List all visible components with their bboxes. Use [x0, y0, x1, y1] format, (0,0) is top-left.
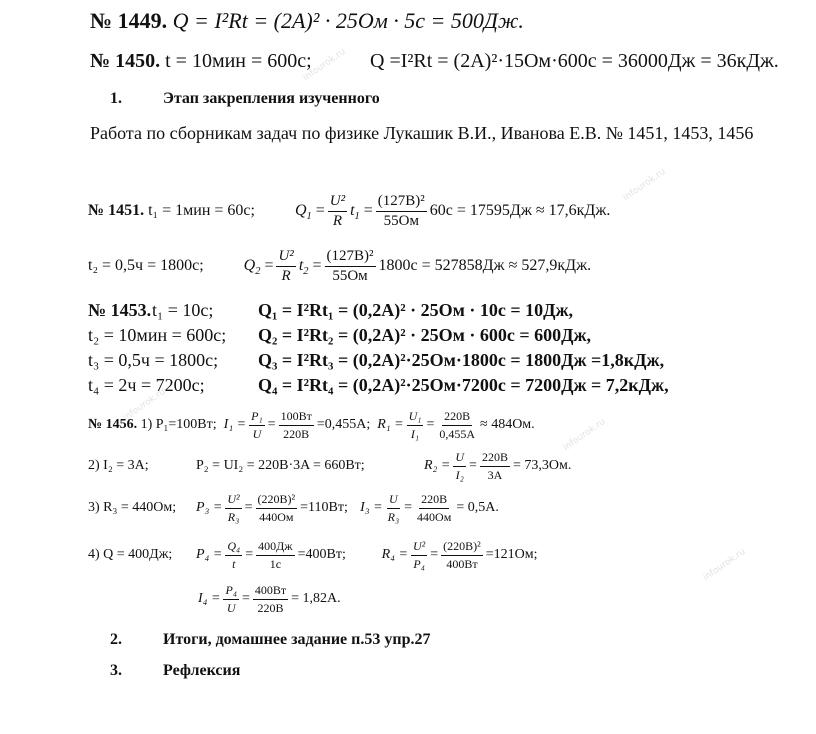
- fraction-denominator: U: [226, 600, 236, 615]
- problem-1456-line-5: I₄ = $\frac{\text{P₄}}{U}$ = $\frac{400Вт}{220B}$ = 1,82A.: [198, 582, 341, 615]
- s2-given: 2) I₂ = 3A;: [88, 458, 149, 473]
- problem-1453-q2: Q₂ = I²Rt₂ = (0,2A)² · 25Ом · 600с = 600Дж,: [258, 325, 592, 345]
- fraction-denominator: R₃: [387, 509, 400, 524]
- watermark: infourok.ru: [561, 416, 608, 454]
- t2-symbol: $t_2$: [298, 257, 309, 278]
- fraction-numerator: U²: [328, 193, 347, 212]
- fraction-numerator: U: [387, 492, 400, 509]
- watermark: infourok.ru: [121, 386, 168, 424]
- fraction-u2-r: [276, 248, 295, 285]
- fraction-denominator: 55Ом: [332, 267, 368, 284]
- fraction: [249, 409, 265, 442]
- fraction-numerator: 220B: [419, 492, 449, 509]
- fraction-denominator: 220B: [257, 600, 284, 615]
- problem-1453-t2: t₂ = 10мин = 600с;: [88, 325, 227, 345]
- problem-1453-label: № 1453.: [88, 300, 152, 320]
- fraction-numerator: U²: [276, 248, 295, 267]
- problem-1451b-result: 1800с = 527858Дж ≈ 527,9кДж.: [378, 257, 592, 274]
- section-2-number: 2.: [110, 631, 122, 648]
- fraction-numerator: 400Вт: [253, 583, 288, 600]
- fraction: [480, 450, 510, 483]
- fraction-numerator: (220B)²: [256, 492, 298, 509]
- section-3-title: Рефлексия: [163, 662, 241, 679]
- fraction: [411, 539, 427, 572]
- fraction-voltage-resistance: [325, 248, 376, 285]
- fraction: [225, 492, 241, 525]
- fraction-numerator: 400Дж: [256, 539, 294, 556]
- section-2-title: Итоги, домашнее задание п.53 упр.27: [163, 631, 431, 648]
- fraction-numerator: U²: [225, 492, 241, 509]
- fraction: [256, 492, 298, 525]
- fraction-numerator: (127B)²: [376, 193, 427, 212]
- problem-1449-formula: Q = I²Rt = (2A)² · 25Ом · 5с = 500Дж.: [172, 8, 524, 33]
- problem-1450-formula: Q =I²Rt = (2A)²·15Ом·600с = 36000Дж = 36кДж.: [370, 50, 779, 72]
- s2-r2: R₂ =: [424, 458, 451, 473]
- fraction: [453, 450, 466, 483]
- problem-1456-line-2: 2) I₂ = 3A; P₂ = UI₂ = 220B·3A = 660Вт; R₂ = $\frac{U}{\text{I₂}}$ = $\frac{220B}{3A}$ = 73,3Ом.: [88, 449, 572, 482]
- fraction-numerator: 100Вт: [279, 409, 314, 426]
- fraction-denominator: I₂: [455, 467, 464, 482]
- fraction-denominator: U: [252, 426, 262, 441]
- fraction-denominator: 440Ом: [259, 509, 294, 524]
- problem-1453-t1: t₁ = 10с;: [152, 300, 214, 320]
- fraction: [225, 539, 242, 572]
- fraction-denominator: 1с: [269, 556, 282, 571]
- fraction-denominator: t: [232, 556, 236, 571]
- problem-1451b-given: t₂ = 0,5ч = 1800с;: [88, 257, 204, 274]
- s4b-i4: I₄ =: [198, 591, 221, 606]
- t1-symbol: $t_1$: [350, 202, 360, 223]
- fraction: [437, 409, 477, 442]
- s4-r4-result: =121Ом;: [485, 547, 538, 562]
- fraction-numerator: 220B: [442, 409, 472, 426]
- q1-symbol: $Q_1$: [294, 202, 312, 223]
- fraction-denominator: 220B: [283, 426, 310, 441]
- problem-1450-label: № 1450.: [90, 50, 161, 72]
- fraction-denominator: P₄: [413, 556, 425, 571]
- fraction-numerator: P₄: [223, 583, 239, 600]
- fraction-numerator: P₁: [249, 409, 265, 426]
- fraction: [415, 492, 453, 525]
- fraction-denominator: 3A: [487, 467, 503, 482]
- problem-1451-given: t₁ = 1мин = 60с;: [148, 202, 255, 219]
- s3-i3: I₃ =: [360, 500, 383, 515]
- problem-1450-given: t = 10мин = 600с;: [165, 50, 312, 72]
- problem-1449-label: № 1449.: [90, 8, 168, 33]
- problem-1453-q3: Q₃ = I²Rt₃ = (0,2A)²·25Ом·1800с = 1800Дж =1,8кДж,: [258, 350, 665, 370]
- intro-paragraph: Работа по сборникам задач по физике Лукашик В.И., Иванова Е.В. № 1451, 1453, 1456: [90, 123, 754, 143]
- watermark: infourok.ru: [621, 166, 668, 204]
- problem-1449: [90, 8, 524, 34]
- fraction-numerator: (127B)²: [325, 248, 376, 267]
- fraction: [407, 409, 424, 442]
- section-1-title: Этап закрепления изученного: [163, 90, 380, 107]
- fraction-numerator: Q₄: [225, 539, 242, 556]
- problem-1450: [90, 50, 312, 73]
- s1-i1-result: =0,455A;: [316, 417, 371, 432]
- s1-r1: R₁ =: [377, 417, 404, 432]
- problem-1456-line-3: 3) R₃ = 440Ом; P₃ = $\frac{\text{U²}}{\text{R₃}}$ = $\frac{\text{(220B)²}}{440Ом}$ =110Вт; I₃ = $\frac{U}{\text{R₃}}$ = $\frac{220B}{440Ом}$ = 0,5A.: [88, 491, 499, 524]
- problem-1451-row-1: № 1451. t₁ = 1мин = 60с; $Q_1$ = $\frac{\text{U²}}{R}$ $t_1$ = $\frac{\text{(127B)²}}{55Ом}$ 60с = 17595Дж ≈ 17,6кДж.: [88, 192, 611, 229]
- problem-1453-q1: Q₁ = I²Rt₁ = (0,2A)² · 25Ом · 10с = 10Дж,: [258, 300, 574, 320]
- fraction: [441, 539, 483, 572]
- s4-p4: P₄ =: [196, 547, 223, 562]
- s2-p2: P₂ = UI₂ = 220B·3A = 660Вт;: [196, 458, 365, 473]
- fraction-denominator: 0,455A: [439, 426, 476, 441]
- problem-1453-q4: Q₄ = I²Rt₄ = (0,2A)²·25Ом·7200с = 7200Дж = 7,2кДж,: [258, 375, 669, 395]
- fraction-voltage-resistance: [376, 193, 427, 230]
- s2-r2-result: = 73,3Ом.: [512, 458, 572, 473]
- section-1-number: 1.: [110, 90, 122, 107]
- fraction-denominator: 400Вт: [446, 556, 478, 571]
- problem-1456-line-4: 4) Q = 400Дж; P₄ = $\frac{\text{Q₄}}{t}$ = $\frac{400Дж}{1с}$ =400Вт; R₄ = $\frac{\text{U²}}{\text{P₄}}$ = $\frac{\text{(220B)²}}{400Вт}$ =121Ом;: [88, 538, 538, 571]
- fraction-denominator: 440Ом: [417, 509, 452, 524]
- problem-1456-line-1: № 1456. 1) P₁=100Вт; I₁ = $\frac{\text{P₁}}{U}$ = $\frac{100Вт}{220B}$ =0,455A; R₁ = $\frac{\text{U₁}}{\text{I₁}}$ = $\frac{220B}{0,455A}$ ≈ 484Ом.: [88, 408, 535, 441]
- s3-p3-result: =110Вт;: [300, 500, 348, 515]
- s4b-result: = 1,82A.: [291, 591, 341, 606]
- problem-1451-label: № 1451.: [88, 202, 145, 219]
- fraction-numerator: U²: [411, 539, 427, 556]
- watermark: infourok.ru: [301, 46, 348, 84]
- fraction-numerator: U₁: [407, 409, 424, 426]
- fraction: [279, 409, 314, 442]
- fraction-u2-r: [328, 193, 347, 230]
- fraction-denominator: R₃: [227, 509, 240, 524]
- problem-1451-row-2: t₂ = 0,5ч = 1800с; $Q_2$ = $\frac{\text{U²}}{R}$ $t_2$ = $\frac{\text{(127B)²}}{55Ом}$ 1800с = 527858Дж ≈ 527,9кДж.: [88, 247, 592, 284]
- fraction-numerator: (220B)²: [441, 539, 483, 556]
- q2-symbol: $Q_2$: [243, 257, 261, 278]
- fraction-denominator: R: [332, 212, 342, 229]
- fraction-numerator: U: [453, 450, 466, 467]
- section-3-number: 3.: [110, 662, 122, 679]
- s3-p3: P₃ =: [196, 500, 223, 515]
- problem-1453-t4: t₄ = 2ч = 7200с;: [88, 375, 205, 395]
- fraction-numerator: 220B: [480, 450, 510, 467]
- fraction-denominator: R: [281, 267, 291, 284]
- fraction-denominator: I₁: [410, 426, 420, 441]
- problem-1451-result: 60с = 17595Дж ≈ 17,6кДж.: [429, 202, 611, 219]
- fraction-denominator: 55Ом: [383, 212, 419, 229]
- watermark: infourok.ru: [701, 546, 748, 584]
- fraction: [386, 492, 402, 525]
- fraction: [253, 583, 288, 616]
- fraction: [256, 539, 294, 572]
- s4-r4: R₄ =: [381, 547, 408, 562]
- s4-given: 4) Q = 400Дж;: [88, 547, 173, 562]
- s1-i1: I₁ =: [223, 417, 247, 432]
- s4-p4-result: =400Вт;: [297, 547, 346, 562]
- s1-r1-result: ≈ 484Ом.: [480, 417, 535, 432]
- fraction: [223, 583, 239, 616]
- s3-i3-result: = 0,5A.: [456, 500, 499, 515]
- problem-1453-t3: t₃ = 0,5ч = 1800с;: [88, 350, 219, 370]
- problem-1456-label: № 1456.: [88, 417, 138, 432]
- s1-given: 1) P₁=100Вт;: [140, 417, 217, 432]
- s3-given: 3) R₃ = 440Ом;: [88, 500, 177, 515]
